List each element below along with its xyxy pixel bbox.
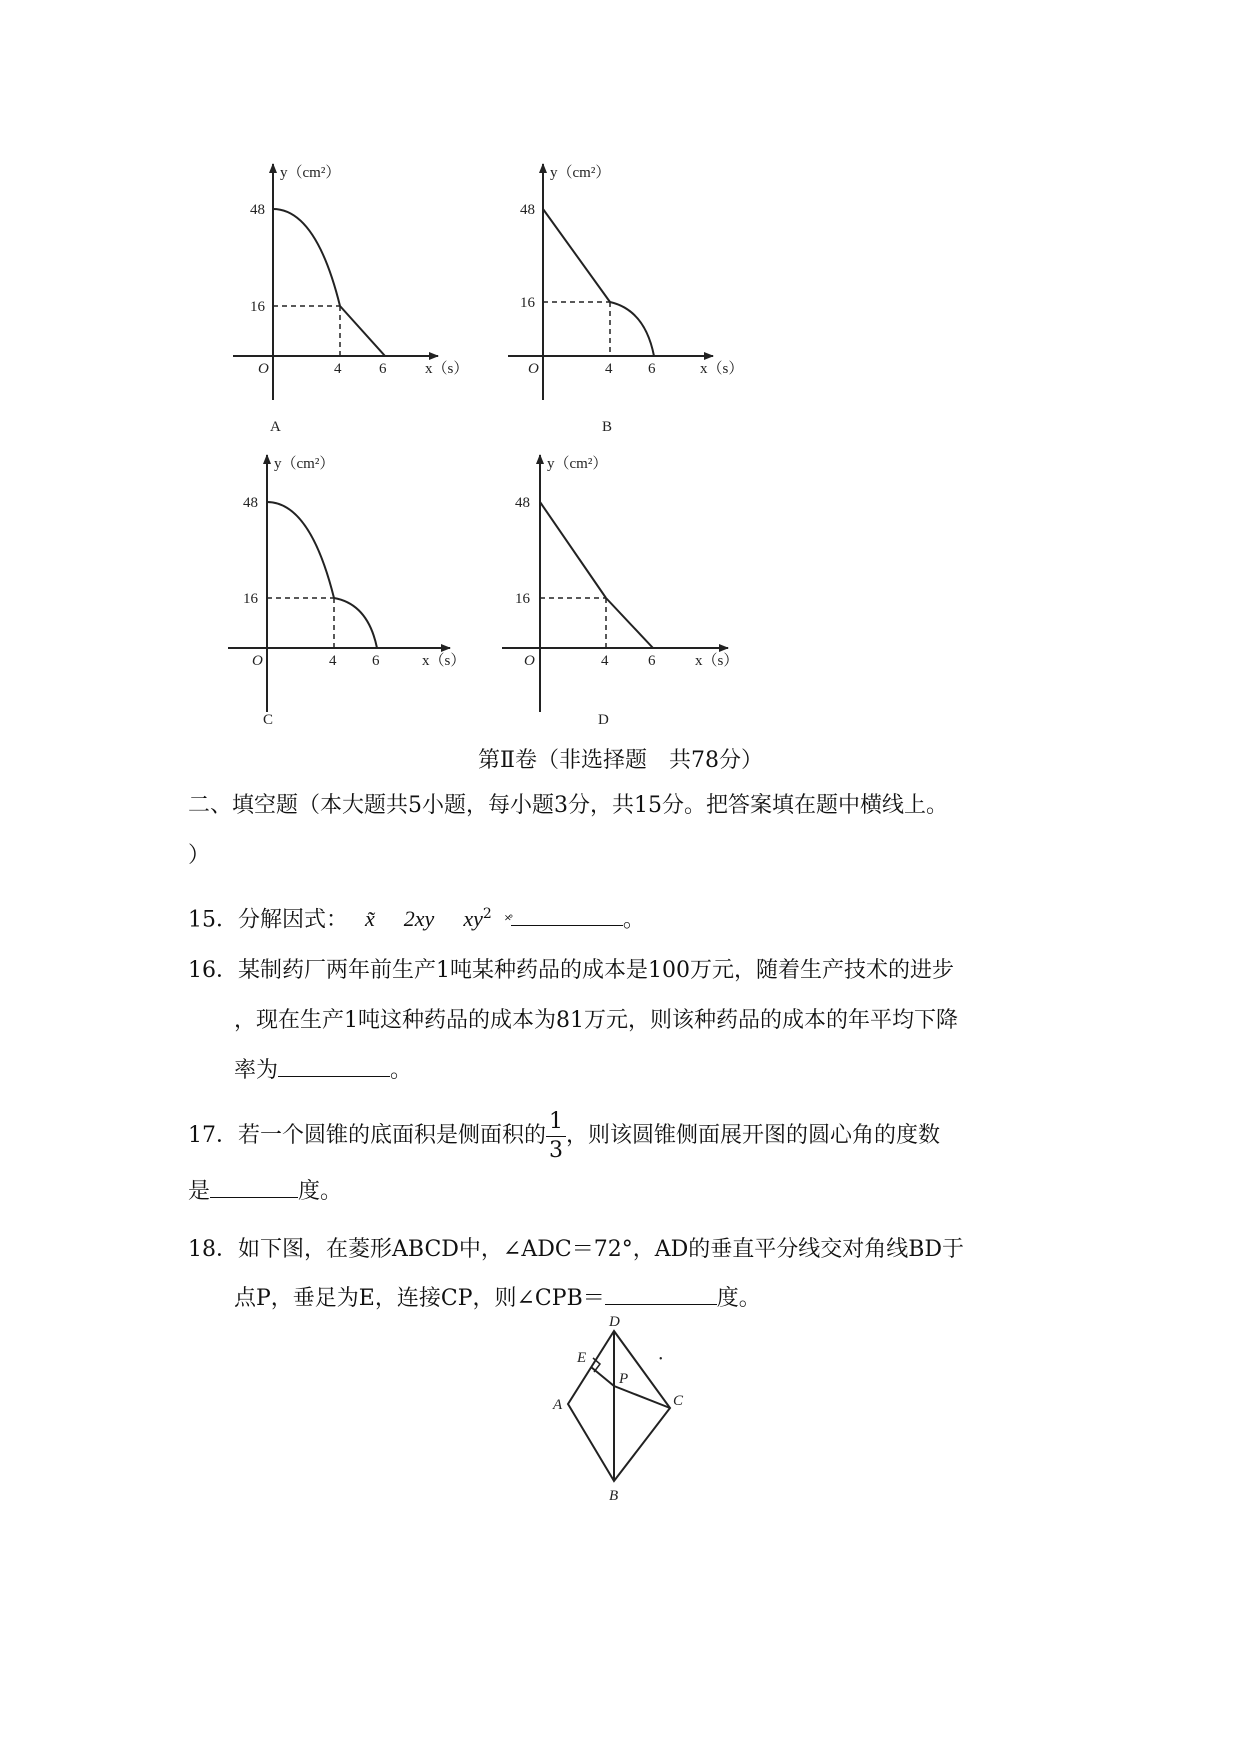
graph-d-ytick-48: 48	[515, 495, 530, 511]
question-17-text-b: ，则该圆锥侧面展开图的圆心角的度数	[566, 1123, 941, 1148]
graph-c-xtick-4: 4	[329, 653, 337, 669]
graph-b-xlabel: x（s）	[700, 361, 744, 377]
point-label-e: E	[577, 1350, 587, 1366]
question-18-text-1: 如下图，在菱形ABCD中，∠ADC＝72°，AD的垂直平分线交对角线BD于	[238, 1237, 965, 1262]
question-17-fraction	[546, 1108, 566, 1165]
point-label-p: P	[619, 1371, 629, 1387]
point-label-c: C	[673, 1393, 684, 1409]
graph-a-ylabel: y（cm²）	[280, 165, 341, 181]
graph-a-curve	[273, 209, 340, 306]
graph-a-xlabel: x（s）	[425, 361, 469, 377]
graph-b-xtick-4: 4	[605, 361, 613, 377]
graph-c-origin: O	[252, 653, 263, 669]
graph-b-ytick-48: 48	[520, 202, 535, 218]
graph-c	[228, 455, 465, 728]
graph-d-xtick-4: 4	[601, 653, 609, 669]
graph-c-curve-2	[334, 598, 377, 648]
graph-a-xtick-6: 6	[379, 361, 387, 377]
question-16-line1	[188, 957, 954, 985]
point-label-a: A	[553, 1397, 563, 1413]
question-17-fraction-denominator: 3	[549, 1137, 564, 1163]
graph-d-label: D	[598, 712, 609, 728]
graph-d-xtick-6: 6	[648, 653, 656, 669]
graph-b-label: B	[602, 419, 613, 435]
graph-d-line-1	[540, 502, 606, 598]
graph-a-xtick-4: 4	[334, 361, 342, 377]
graph-b-line	[543, 209, 610, 302]
graph-a-label: A	[270, 419, 281, 435]
question-15-number: 15．	[188, 907, 238, 933]
rhombus-figure	[540, 1305, 700, 1510]
question-16-line3	[234, 1057, 412, 1085]
graph-a-line	[340, 306, 385, 356]
question-18-number: 18．	[188, 1237, 238, 1262]
graph-d-ylabel: y（cm²）	[547, 456, 608, 472]
graph-d-origin: O	[524, 653, 535, 669]
question-15-math-3: xy	[463, 906, 483, 932]
graph-c-ytick-16: 16	[243, 591, 258, 607]
graph-b-ylabel: y（cm²）	[550, 165, 611, 181]
question-15	[188, 900, 1088, 935]
graph-c-ylabel: y（cm²）	[274, 456, 335, 472]
question-15-math-3-sup: 2	[482, 906, 492, 922]
question-17-line2	[188, 1178, 342, 1206]
question-15-answer-blank[interactable]	[511, 925, 623, 926]
question-16-text-1: 某制药厂两年前生产1吨某种药品的成本是100万元，随着生产技术的进步	[238, 958, 954, 983]
graph-b-ytick-16: 16	[520, 295, 535, 311]
point-label-d: D	[609, 1314, 620, 1330]
question-16-text-3: 率为	[234, 1058, 279, 1083]
graph-d-xlabel: x（s）	[695, 653, 739, 669]
question-18-line1	[188, 1236, 964, 1264]
graph-c-ytick-48: 48	[243, 495, 258, 511]
question-17-answer-blank[interactable]	[210, 1197, 298, 1198]
question-18-text-2a: 点P，垂足为E，连接CP，则∠CPB＝	[234, 1286, 605, 1311]
graph-c-label: C	[263, 712, 274, 728]
question-15-text: 分解因式：	[238, 907, 349, 933]
question-17-line1	[188, 1100, 940, 1172]
question-17-fraction-numerator: 1	[546, 1108, 566, 1137]
part2-instructions-line2: ）	[188, 843, 211, 868]
graph-a	[233, 164, 468, 435]
question-15-end: 。	[622, 907, 645, 933]
question-16-end: 。	[390, 1058, 413, 1083]
question-18-text-2b: 度。	[716, 1286, 761, 1311]
question-15-math-4: ˟̊	[504, 911, 511, 931]
question-16-answer-blank[interactable]	[278, 1076, 390, 1077]
question-15-math-1: x̃	[365, 906, 375, 932]
graphs-figure	[0, 0, 1241, 740]
graph-a-ytick-16: 16	[250, 299, 265, 315]
question-17-text-a: 若一个圆锥的底面积是侧面积的	[238, 1123, 547, 1148]
graph-b	[508, 164, 743, 435]
part2-instructions-line1: 二、填空题（本大题共5小题，每小题3分，共15分。把答案填在题中横线上。	[188, 793, 948, 818]
section-title: 第Ⅱ卷（非选择题 共78分）	[478, 748, 763, 773]
graph-a-origin: O	[258, 361, 269, 377]
graph-d-line-2	[606, 598, 653, 648]
graph-c-xlabel: x（s）	[422, 653, 466, 669]
graph-b-xtick-6: 6	[648, 361, 656, 377]
graph-a-ytick-48: 48	[250, 202, 265, 218]
perpendicular-ep	[591, 1367, 614, 1386]
graph-c-xtick-6: 6	[372, 653, 380, 669]
graph-d	[502, 455, 738, 728]
decorative-dot: •	[659, 1354, 663, 1365]
graph-b-curve	[610, 302, 654, 356]
question-17-text-c: 是	[188, 1179, 211, 1204]
question-17-number: 17．	[188, 1123, 238, 1148]
question-17-text-d: 度。	[298, 1179, 343, 1204]
question-16-line2: ，现在生产1吨这种药品的成本为81万元，则该种药品的成本的年平均下降	[234, 1008, 958, 1033]
graph-c-curve-1	[267, 502, 334, 598]
question-16-number: 16．	[188, 958, 238, 983]
point-label-b: B	[609, 1488, 619, 1504]
graph-d-ytick-16: 16	[515, 591, 530, 607]
graph-b-origin: O	[528, 361, 539, 377]
question-15-math-2: 2xy	[403, 906, 435, 932]
